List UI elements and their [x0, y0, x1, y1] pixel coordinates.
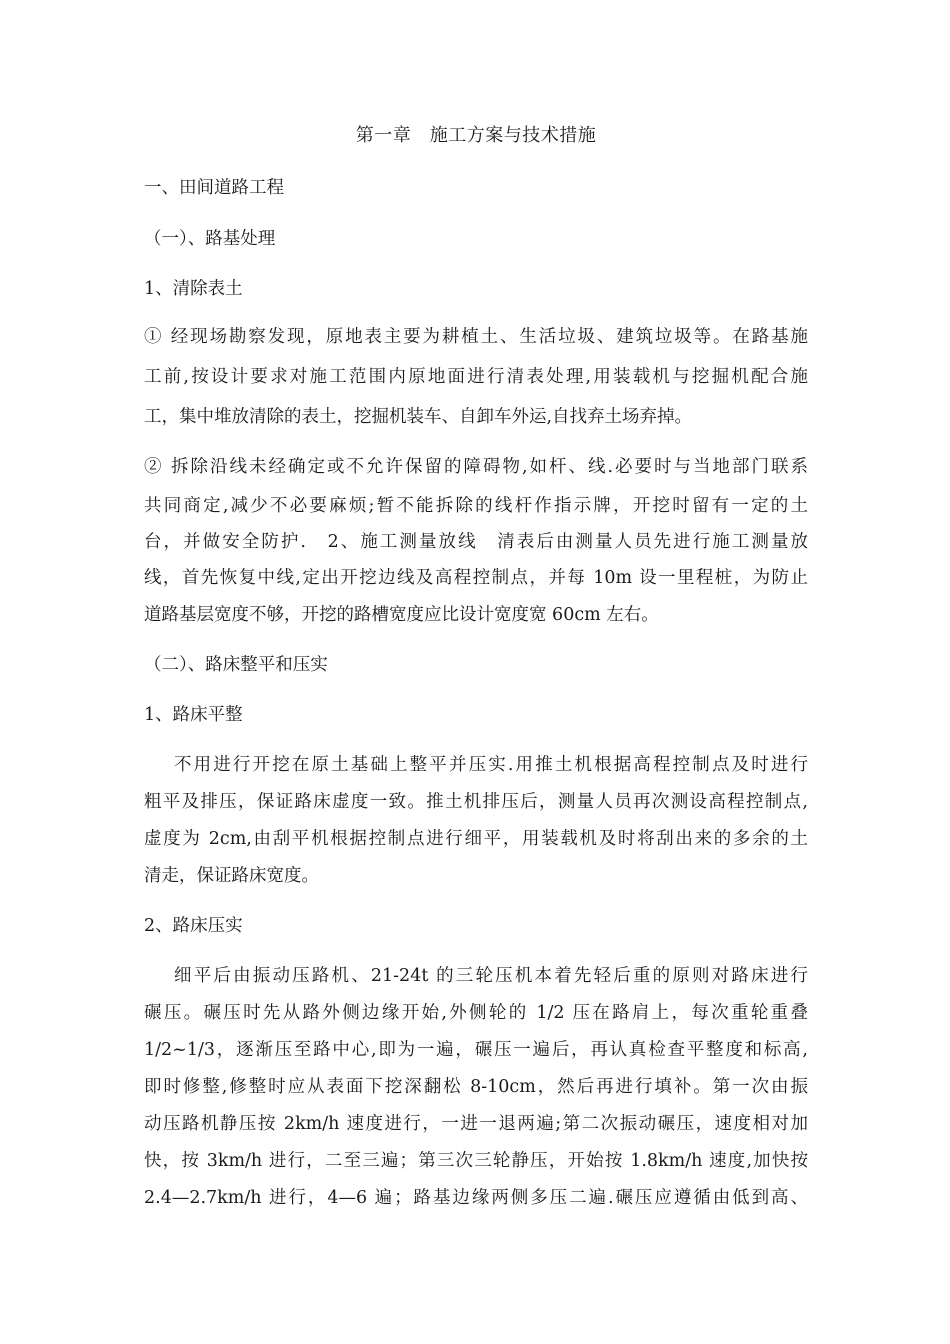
- paragraph-line: ① 经现场勘察发现，原地表主要为耕植土、生活垃圾、建筑垃圾等。在路基施: [144, 327, 808, 347]
- item-heading: 1、路床平整: [144, 705, 243, 725]
- paragraph-line: 快，按 3km/h 进行，二至三遍；第三次三轮静压，开始按 1.8km/h 速度,加快按: [144, 1151, 808, 1171]
- paragraph-line: 不用进行开挖在原土基础上整平并压实.用推土机根据高程控制点及时进行: [174, 755, 808, 775]
- paragraph-line: 1/2~1/3，逐渐压至路中心,即为一遍，碾压一遍后，再认真检查平整度和标高,: [144, 1040, 808, 1060]
- paragraph-line: ② 拆除沿线未经确定或不允许保留的障碍物,如杆、线.必要时与当地部门联系: [144, 457, 808, 477]
- paragraph-line: 线，首先恢复中线,定出开挖边线及高程控制点，并每 10m 设一里程桩，为防止: [144, 568, 808, 588]
- document-page: [144, 0, 808, 1344]
- paragraph-line: 碾压。碾压时先从路外侧边缘开始,外侧轮的 1/2 压在路肩上，每次重轮重叠: [144, 1003, 808, 1023]
- item-heading: 2、路床压实: [144, 916, 243, 936]
- paragraph-line: 台，并做安全防护. 2、施工测量放线 清表后由测量人员先进行施工测量放: [144, 532, 808, 552]
- paragraph-line: 清走，保证路床宽度。: [144, 866, 319, 886]
- paragraph-line: 2.4—2.7km/h 进行，4—6 遍；路基边缘两侧多压二遍.碾压应遵循由低到高、: [144, 1188, 808, 1208]
- paragraph-line: 粗平及排压，保证路床虚度一致。推土机排压后，测量人员再次测设高程控制点,: [144, 792, 808, 812]
- chapter-title: 第一章 施工方案与技术措施: [355, 125, 597, 146]
- subsection-heading: （一）、路基处理: [144, 229, 276, 249]
- paragraph-line: 细平后由振动压路机、21-24t 的三轮压机本着先轻后重的原则对路床进行: [174, 966, 808, 986]
- section-heading: 一、田间道路工程: [144, 178, 284, 198]
- paragraph-line: 工前,按设计要求对施工范围内原地面进行清表处理,用装载机与挖掘机配合施: [144, 367, 808, 387]
- paragraph-line: 动压路机静压按 2km/h 速度进行，一进一退两遍;第二次振动碾压，速度相对加: [144, 1114, 808, 1134]
- paragraph-line: 共同商定,减少不必要麻烦;暂不能拆除的线杆作指示牌，开挖时留有一定的土: [144, 496, 808, 516]
- paragraph-line: 工，集中堆放清除的表土，挖掘机装车、自卸车外运,自找弃土场弃掉。: [144, 407, 693, 427]
- item-heading: 1、清除表土: [144, 279, 243, 299]
- paragraph-line: 道路基层宽度不够，开挖的路槽宽度应比设计宽度宽 60cm 左右。: [144, 605, 659, 625]
- paragraph-line: 即时修整,修整时应从表面下挖深翻松 8-10cm，然后再进行填补。第一次由振: [144, 1077, 808, 1097]
- paragraph-line: 虚度为 2cm,由刮平机根据控制点进行细平，用装载机及时将刮出来的多余的土: [144, 829, 808, 849]
- subsection-heading: （二）、路床整平和压实: [144, 655, 328, 675]
